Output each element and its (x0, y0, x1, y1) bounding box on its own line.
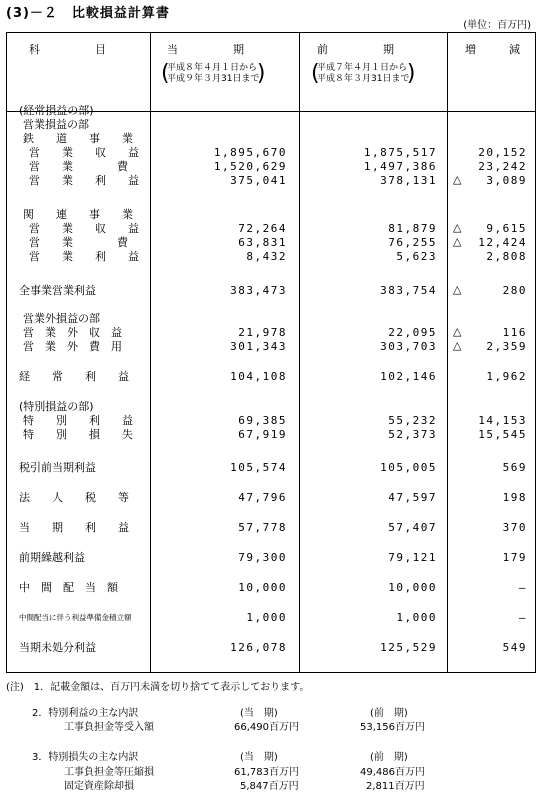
prior-value: 10,000 (388, 581, 437, 594)
row-label: 営 業 利 益 (29, 250, 139, 263)
row-label: 営 業 外 収 益 (23, 326, 122, 339)
current-value: 1,000 (246, 611, 287, 624)
note-2-prior: 53,156百万円 (360, 722, 425, 733)
current-value: 72,264 (238, 222, 287, 235)
row-label: (経常損益の部) (19, 104, 94, 117)
prior-value: 378,131 (380, 174, 437, 187)
change-value: 23,242 (478, 160, 527, 173)
change-value: 20,152 (478, 146, 527, 159)
note-3-prior-2: 2,811百万円 (366, 781, 425, 792)
prior-value: 55,232 (388, 414, 437, 427)
note-3-current-2: 5,847百万円 (240, 781, 299, 792)
change-value: 549 (502, 641, 527, 654)
change-value: 14,153 (478, 414, 527, 427)
row-label: 営業損益の部 (23, 118, 89, 131)
current-value: 375,041 (230, 174, 287, 187)
note-3-current-1: 61,783百万円 (234, 767, 299, 778)
row-label: 営 業 外 費 用 (23, 340, 122, 353)
change-value: — (518, 611, 527, 624)
current-value: 8,432 (246, 250, 287, 263)
prior-value: 79,121 (388, 551, 437, 564)
row-label: (特別損益の部) (19, 400, 94, 413)
current-value: 1,520,629 (213, 160, 287, 173)
prior-value: 81,879 (388, 222, 437, 235)
note-3-prior-header: (前 期) (370, 752, 408, 763)
prior-value: 5,623 (396, 250, 437, 263)
row-label: 営 業 収 益 (29, 146, 139, 159)
current-value: 301,343 (230, 340, 287, 353)
page-title: (3)－２ 比較損益計算書 (6, 6, 170, 21)
note-3-prior-1: 49,486百万円 (360, 767, 425, 778)
row-label: 営 業 費 (29, 160, 128, 173)
col-divider (299, 33, 300, 672)
row-label: 関 連 事 業 (23, 208, 133, 221)
current-value: 1,895,670 (213, 146, 287, 159)
current-value: 104,108 (230, 370, 287, 383)
change-value: 116 (502, 326, 527, 339)
negative-triangle-icon: △ (453, 221, 462, 234)
header-prior-period: ( 平成７年４月１日から 平成８年３月31日まで ) (317, 63, 409, 85)
current-value: 126,078 (230, 641, 287, 654)
header-current: 当 期 (167, 43, 244, 56)
change-value: 370 (502, 521, 527, 534)
row-label: 当 期 利 益 (19, 521, 129, 534)
note-2-current-header: (当 期) (240, 708, 278, 719)
change-value: — (518, 581, 527, 594)
negative-triangle-icon: △ (453, 339, 462, 352)
current-value: 383,473 (230, 284, 287, 297)
current-value: 21,978 (238, 326, 287, 339)
income-statement-table (6, 32, 536, 673)
prior-value: 47,597 (388, 491, 437, 504)
change-value: 198 (502, 491, 527, 504)
prior-value: 1,875,517 (363, 146, 437, 159)
row-label: 営 業 収 益 (29, 222, 139, 235)
current-value: 57,778 (238, 521, 287, 534)
unit-label: (単位：百万円) (463, 20, 531, 31)
row-label: 特 別 利 益 (23, 414, 133, 427)
row-label: 営業外損益の部 (23, 312, 100, 325)
row-label: 法 人 税 等 (19, 491, 129, 504)
prior-value: 52,373 (388, 428, 437, 441)
note-3-title: 3．特別損失の主な内訳 (32, 752, 139, 763)
note-2-item: 工事負担金等受入額 (64, 722, 154, 733)
prior-value: 125,529 (380, 641, 437, 654)
row-label: 税引前当期利益 (19, 461, 96, 474)
header-item: 科 目 (29, 43, 106, 56)
current-value: 63,831 (238, 236, 287, 249)
row-label: 当期未処分利益 (19, 641, 96, 654)
row-label: 前期繰越利益 (19, 551, 85, 564)
prior-value: 22,095 (388, 326, 437, 339)
change-value: 3,089 (486, 174, 527, 187)
change-value: 569 (502, 461, 527, 474)
col-divider (150, 33, 151, 672)
change-value: 2,808 (486, 250, 527, 263)
prior-value: 1,497,386 (363, 160, 437, 173)
change-value: 179 (502, 551, 527, 564)
change-value: 9,615 (486, 222, 527, 235)
prior-value: 102,146 (380, 370, 437, 383)
prior-value: 383,754 (380, 284, 437, 297)
prior-value: 1,000 (396, 611, 437, 624)
change-value: 12,424 (478, 236, 527, 249)
current-value: 69,385 (238, 414, 287, 427)
current-value: 105,574 (230, 461, 287, 474)
negative-triangle-icon: △ (453, 325, 462, 338)
note-2-prior-header: (前 期) (370, 708, 408, 719)
change-value: 280 (502, 284, 527, 297)
header-prior: 前 期 (317, 43, 394, 56)
row-label: 営 業 費 (29, 236, 128, 249)
negative-triangle-icon: △ (453, 173, 462, 186)
current-value: 67,919 (238, 428, 287, 441)
col-divider (447, 33, 448, 672)
change-value: 1,962 (486, 370, 527, 383)
header-current-period: ( 平成８年４月１日から 平成９年３月31日まで ) (167, 63, 259, 85)
prior-value: 57,407 (388, 521, 437, 534)
note-3-item-1: 工事負担金等圧縮損 (64, 767, 154, 778)
header-change: 増 減 (465, 43, 520, 56)
note-2-current: 66,490百万円 (234, 722, 299, 733)
prior-value: 105,005 (380, 461, 437, 474)
row-label: 特 別 損 失 (23, 428, 133, 441)
negative-triangle-icon: △ (453, 235, 462, 248)
note-2-title: 2．特別利益の主な内訳 (32, 708, 139, 719)
prior-value: 303,703 (380, 340, 437, 353)
note-1: (注) 1．記載金額は、百万円未満を切り捨てて表示しております。 (6, 682, 310, 693)
current-value: 79,300 (238, 551, 287, 564)
row-label: 中間配当に伴う利益準備金積立額 (19, 613, 132, 622)
note-3-item-2: 固定資産除却損 (64, 781, 134, 792)
row-label: 中 間 配 当 額 (19, 581, 118, 594)
current-value: 10,000 (238, 581, 287, 594)
row-label: 全事業営業利益 (19, 284, 96, 297)
negative-triangle-icon: △ (453, 283, 462, 296)
change-value: 15,545 (478, 428, 527, 441)
note-3-current-header: (当 期) (240, 752, 278, 763)
current-value: 47,796 (238, 491, 287, 504)
prior-value: 76,255 (388, 236, 437, 249)
row-label: 鉄 道 事 業 (23, 132, 133, 145)
row-label: 営 業 利 益 (29, 174, 139, 187)
row-label: 経 常 利 益 (19, 370, 129, 383)
change-value: 2,359 (486, 340, 527, 353)
